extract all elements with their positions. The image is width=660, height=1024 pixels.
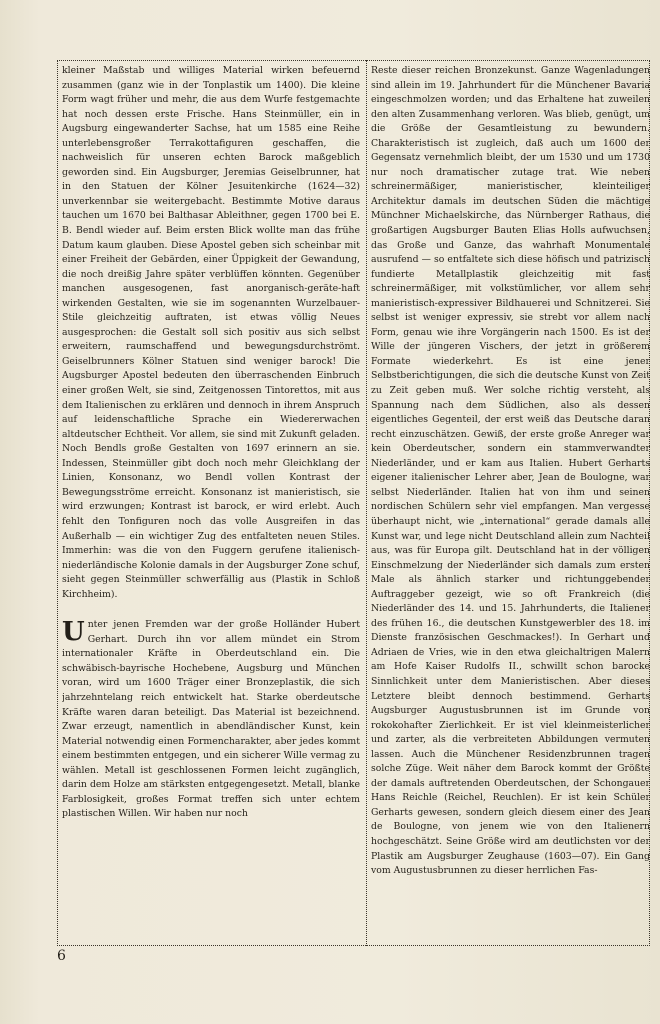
left-paragraph-2 bbox=[62, 618, 360, 822]
top-rule bbox=[57, 60, 650, 61]
right-paragraph-1: Reste dieser reichen Bronzekunst. Ganze Wagenladungen sind allein im 19. Jahrhundert für die Münchener Bavaria eingeschmolzen worden; und das Erhaltene hat zuweilen den alten Zusammenhang verloren. Was blieb, genügt, um die Größe der Gesamtleistung zu bewundern. Charakteristisch ist zugleich, daß auch um 1600 der Gegensatz vernehmlich bleibt, der um 1530 und um 1730 nur noch dramatischer zutage trat. Wie neben schreinermäßiger, manieristischer, kleinteiliger Architektur damals im deutschen Süden die mächtige Münchner Michaelskirche, das Nürnberger Rathaus, die großartigen Augsburger Bauten Elias Holls aufwuchsen, das Große und Ganze, das wahrhaft Monumentale ausrufend — so entfaltete sich diese höfisch und patrizisch fundierte Metallplastik gleichzeitig mit fast schreinermäßiger, mit volkstümlicher, vor allem sehr manieristisch-expressiver Bildhauerei und Schnitzerei. Sie selbst ist weniger expressiv, sie strebt vor allem nach Form, genau wie ihre Vorgängerin nach 1500. Es ist der Wille der jüngeren Vischers, der jetzt in größerem Formate wiederkehrt. Es ist eine jener Selbstberichtigungen, die sich die deutsche Kunst von Zeit zu Zeit geben muß. Wer solche richtig versteht, als Spannung nach dem Südlichen, also als dessen eigentliches Gegenteil, der erst weiß das Deutsche daran recht einzuschätzen. Gewiß, der erste große Anreger war kein Oberdeutscher, sondern ein stammverwandter Niederländer, und er kam aus Italien. Hubert Gerharts eigener italienischer Lehrer aber, Jean de Boulogne, war selbst Niederländer. Italien hat von ihm und seinen nordischen Schülern sehr viel empfangen. Man vergesse überhaupt nicht, wie „international“ gerade damals alle Kunst war, und lege nicht Deutschland allein zum Nachteil aus, was für Europa gilt. Deutschland hat in der völligen Einschmelzung der Niederländer sich damals zum ersten Male als ähnlich starker und richtunggebender Auftraggeber gezeigt, wie so oft Frankreich (die Niederländer des 14. und 15. Jahrhunderts, die Italiener des frühen 16., die deutschen Kunstgewerbler des 18. im Dienste französischen Geschmackes!). In Gerhart und Adriaen de Vries, wie in den etwa gleichaltrigen Malern am Hofe Kaiser Rudolfs II., schwillt schon barocke Sinnlichkeit unter dem Manieristischen. Aber dieses Letztere bleibt dennoch bestimmend. Gerharts Augsburger Augustusbrunnen ist im Grunde von rokokohafter Zierlichkeit. Er ist viel kleinmeisterlicher und zarter, als die verbreiteten Abbildungen vermuten lassen. Auch die Münchener Residenzbrunnen tragen solche Züge. Weit näher dem Barock kommt der Größte der damals auftretenden Oberdeutschen, der Schongauer Hans Reichle (Reichel, Reuchlen). Er ist kein Schüler Gerharts gewesen, sondern gleich diesem einer des Jean de Boulogne, von jenem wie von den Italienern hochgeschätzt. Seine Größe wird am deutlichsten vor der Plastik am Augsburger Zeughause (1603—07). Ein Gang vom Augustusbrunnen zu dieser herrlichen Fas- bbox=[371, 65, 650, 877]
bottom-rule bbox=[57, 945, 650, 946]
left-column bbox=[62, 64, 360, 942]
column-divider bbox=[366, 60, 367, 946]
drop-cap-initial: U bbox=[62, 617, 85, 648]
left-paragraph-1: kleiner Maßstab und williges Material wirken befeuernd zusammen (ganz wie in der Tonplastik um 1400). Die kleine Form wagt früher und mehr, die aus dem Wurfe festgemachte hat noch dessen erste Frische. Hans Steinmüller, ein in Augsburg eingewanderter Sachse, hat um 1585 eine Reihe unterlebensgroßer Terrakottafiguren geschaffen, die nachweislich für unseren echten Barock maßgeblich geworden sind. Ein Augsburger, Jeremias Geiselbrunner, hat in den Statuen der Kölner Jesuitenkirche (1624—32) unverkennbar sie weitergebacht. Bestimmte Motive daraus tauchen um 1670 bei Balthasar Ableithner, gegen 1700 bei E. B. Bendl wieder auf. Beim ersten Blick wollte man das frühe Datum kaum glauben. Diese Apostel geben sich scheinbar mit einer Freiheit der Gebärden, einer Üppigkeit der Gewandung, die noch dreißig Jahre später verblüffen könnten. Gegenüber manchen ausgesogenen, fast anorganisch-geräte-haft wirkenden Gestalten, wie sie im sogenannten Wurzelbauer-Stile gleichzeitig auftraten, ist etwas völlig Neues ausgesprochen: die Gestalt soll sich positiv aus sich selbst erweitern, raumschaffend und bewegungsdurchströmt. Geiselbrunners Kölner Statuen sind weniger barock! Die Augsburger Apostel bedeuten den überraschenden Einbruch einer großen Welt, sie sind, Zeitgenossen Tintorettos, mit aus dem Italienischen zu erklären und dennoch in ihrem Anspruch auf leidenschaftliche Sprache ein Wiedererwachen altdeutscher Echtheit. Vor allem, sie sind mit Zukunft geladen. Noch Bendls große Gestalten von 1697 erinnern an sie. Indessen, Steinmüller gibt doch noch mehr Gleichklang der Linien, Konsonanz, wo Bendl vollen Kontrast der Bewegungsströme erreicht. Konsonanz ist manieristisch, sie wird erzwungen; Kontrast ist barock, er wird erlebt. Auch fehlt den Tonfiguren noch das volle Ausgreifen in das Außerhalb — ein wichtiger Zug des entfalteten neuen Stiles. Immerhin: was die von den Fuggern gerufene italienisch-niederländische Kolonie damals in der Augsburger Zone schuf, sieht gegen Steinmüller schwerfällig aus (Plastik in Schloß Kirchheim). bbox=[62, 65, 360, 600]
right-column bbox=[371, 64, 650, 942]
page-number: 6 bbox=[57, 948, 66, 964]
left-paragraph-2-text: nter jenen Fremden war der große Holländer Hubert Gerhart. Durch ihn vor allem mündet ein Strom internationaler Kräfte in Oberdeutschland ein. Die schwäbisch-bayrische Hochebene, Augsburg und München voran, wird um 1600 Träger einer Bronzeplastik, die sich jahrzehntelang reich entwickelt hat. Starke oberdeutsche Kräfte waren daran beteiligt. Das Material ist bezeichnend. Zwar erzeugt, namentlich in abendländischer Kunst, kein Material notwendig einen Formencharakter, aber jedes kommt einem bestimmten entgegen, und ein sicherer Wille vermag zu wählen. Metall ist geschlossenen Formen leicht zugänglich, darin dem Holze am stärksten entgegengesetzt. Metall, blanke Farblosigkeit, großes Format treffen sich unter echtem plastischen Willen. Wir haben nur noch bbox=[62, 619, 360, 820]
left-rule bbox=[57, 60, 58, 946]
